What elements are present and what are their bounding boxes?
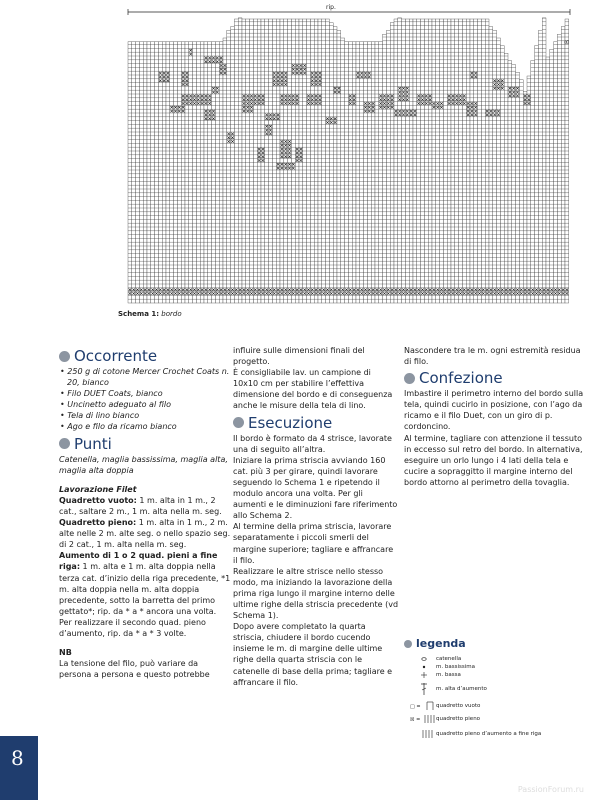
col2-intro: influire sulle dimensioni finali del progetto. [233,346,365,367]
legend-item: catenella [436,656,462,662]
vuoto-paragraph: Quadretto vuoto: 1 m. alta in 1 m., 2 cat., saltare 2 m., 1 m. alta nella m. seg. [59,495,222,516]
punti-title: Punti [74,434,112,453]
bullet-dot-icon [404,640,412,648]
legend-item: m. bassa [436,672,461,678]
filet-heading: Lavorazione Filet [59,484,137,494]
side-label: B [564,39,571,44]
section-occorrente [59,348,231,364]
watermark: PassionForum.ru [517,785,584,794]
esecuzione-paragraph: Realizzare le altre strisce nello stesso modo, ma iniziando la lavorazione della prima riga lungo il margine interno delle ultime righe della striscia precedente (vd Schema 1). [233,566,399,621]
col2-advice: È consigliabile lav. un campione di 10x10 cm per stabilire l’effettiva dimensione del bordo e di conseguenza anche le misure della tela di lino. [233,368,393,411]
bullet-dot-icon [59,351,70,362]
page-number-tab [0,736,38,800]
repeat-label: rip. [326,4,336,11]
aumento-extra: Per realizzare il secondo quad. pieno d’aumento, rip. da * a * 3 volte. [59,617,206,638]
list-item: • Tela di lino bianco [59,410,231,421]
list-item: • Uncinetto adeguato al filo [59,399,231,410]
confezione-title: Confezione [419,369,503,388]
legend-title: legenda [404,637,466,650]
single-crochet-symbol-icon [410,671,436,679]
esecuzione-title: Esecuzione [248,413,333,432]
list-item: • Ago e filo da ricamo bianco [59,421,231,432]
column-2 [233,345,398,688]
increase-square-symbol-icon [410,729,436,739]
slip-stitch-symbol-icon [410,663,436,671]
bullet-dot-icon [404,373,415,384]
page-number: 8 [11,746,24,770]
col3-intro: Nascondere tra le m. ogni estremità residua di filo. [404,346,581,367]
legend-item: quadretto pieno [436,716,481,722]
legend-item: quadretto vuoto [436,703,481,709]
chart-caption: Schema 1: bordo [118,310,182,318]
section-confezione [404,370,584,386]
column-3 [404,345,584,488]
nb-heading: NB [59,648,72,658]
empty-square-symbol-icon [410,701,436,711]
section-punti [59,436,231,452]
filled-square-symbol-icon [410,714,436,724]
increase-stitch-symbol-icon [410,683,436,695]
esecuzione-paragraph: Dopo avere completato la quarta striscia, chiudere il bordo cucendo insieme le m. di margine delle ultime righe della quarta striscia con le catenelle di base della prima; tagliare e affrancare il filo. [233,622,393,687]
legend [410,653,590,745]
section-esecuzione [233,415,398,431]
stitches-text: Catenella, maglia bassissima, maglia alta, maglia alta doppia [59,454,228,475]
occorrente-title: Occorrente [74,347,158,365]
esecuzione-paragraph: Al termine della prima striscia, lavorare separatamente i piccoli smerli del margine superiore; tagliare e affrancare il filo. [233,522,394,565]
esecuzione-paragraph: Il bordo è formato da 4 strisce, lavorate una di seguito all’altra. [233,433,392,454]
nb-text: La tensione del filo, può variare da persona a persona e questo potrebbe [59,659,210,680]
legend-item: m. bassissima [436,664,475,670]
confezione-paragraph: Imbastire il perimetro interno del bordo sulla tela, quindi cucirlo in posizione, con l’ago da ricamo e il filo Duet, con un giro di p. cordoncino. [404,389,584,432]
bullet-dot-icon [59,438,70,449]
list-item: • 250 g di cotone Mercer Crochet Coats n. 20, bianco [59,366,231,388]
confezione-paragraph: Al termine, tagliare con attenzione il tessuto in eccesso sul retro del bordo. In alternativa, eseguire un orlo lungo i 4 lati della tela e cucire a sopraggitto il margine interno del bordo attorno al perimetro della tovaglia. [404,433,583,487]
legend-item: m. alta d’aumento [436,686,487,692]
bullet-dot-icon [233,417,244,428]
esecuzione-paragraph: Iniziare la prima striscia avviando 160 cat. più 3 per girare, quindi lavorare seguendo lo Schema 1 e ripetendo il modulo ancora una volta. Per gli aumenti e le diminuzioni fare riferimento allo Schema 2. [233,455,398,521]
aumento-paragraph: Aumento di 1 o 2 quad. pieni a fine riga: 1 m. alta e 1 m. alta doppia nella terza cat. d’inizio della riga precedente, *1 m. alta doppia nella m. alta doppia precedente, sotto la barretta del primo gettato*; rip. da * a * ancora una volta. [59,551,231,616]
legend-item: quadretto pieno d’aumento a fine riga [436,731,542,737]
materials-list [59,366,231,433]
list-item: • Filo DUET Coats, bianco [59,388,231,399]
filet-chart-schema-1 [120,0,590,325]
pieno-paragraph: Quadretto pieno: 1 m. alta in 1 m., 2 m. alte nelle 2 m. alte seg. o nello spazio seg. di 2 cat., 1 m. alta nella m. seg. [59,518,231,550]
column-1 [59,345,231,680]
chain-symbol-icon [410,655,436,663]
